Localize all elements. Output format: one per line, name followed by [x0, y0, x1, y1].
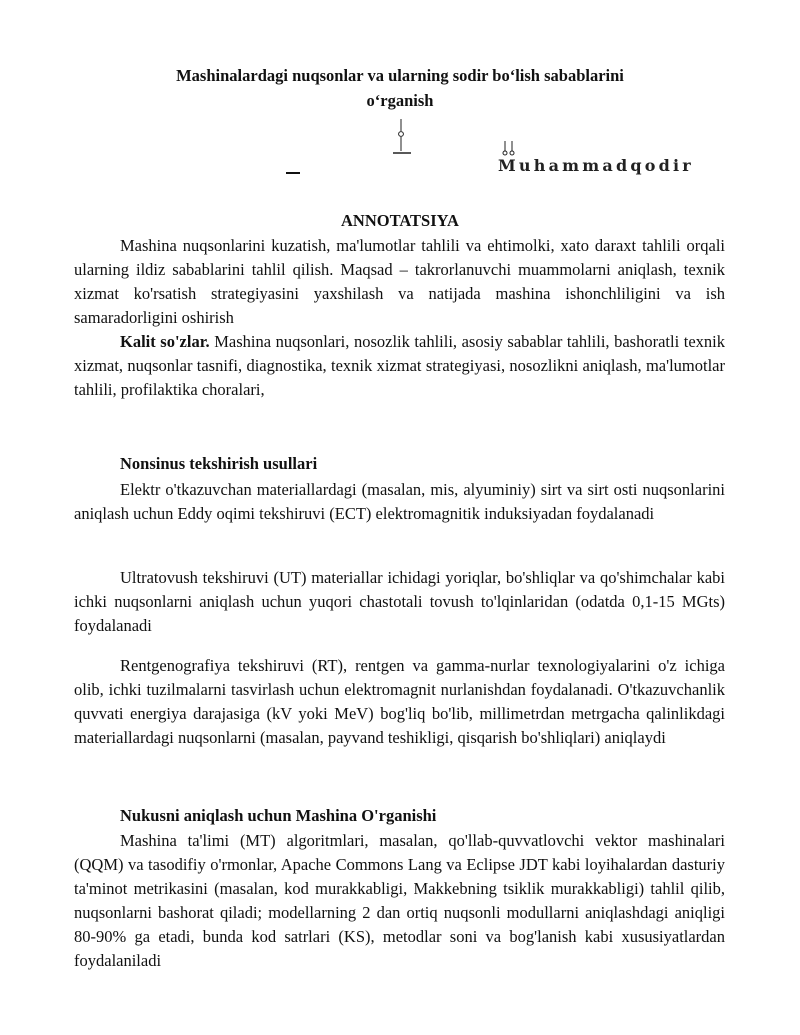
- signature-icon: [392, 119, 412, 159]
- keywords-text: Mashina nuqsonlari, nosozlik tahlili, asosiy sabablar tahlili, bashoratli texnik xizmat, nuqsonlar tasnifi, diagnostika, texnik xizmat strategiyasi, nosozlikni aniqlash, ma'lumotlar tahlili, profilaktika choralari,: [74, 332, 725, 399]
- author-dash: [286, 172, 300, 174]
- section-heading: Nukusni aniqlash uchun Mashina O'rganishi: [120, 806, 437, 825]
- body-paragraph: Elektr o'tkazuvchan materiallardagi (masalan, mis, alyuminiy) sirt va sirt osti nuqsonlarini aniqlash uchun Eddy oqimi tekshiruvi (ECT) elektromagnitik induksiyadan foydalanadi: [74, 480, 725, 523]
- section-heading: Nonsinus tekshirish usullari: [120, 454, 318, 473]
- keywords-label: Kalit so'zlar.: [120, 332, 210, 351]
- keywords-paragraph: [74, 330, 725, 402]
- title-line-2: o‘rganish: [366, 91, 434, 110]
- document-title: [100, 63, 700, 113]
- author-name: Muhammadqodir: [498, 156, 694, 175]
- title-line-1: Mashinalardagi nuqsonlar va ularning sodir bo‘lish sabablarini: [176, 66, 624, 85]
- annotation-paragraph: Mashina nuqsonlarini kuzatish, ma'lumotlar tahlili va ehtimolki, xato daraxt tahlili orqali ularning ildiz sabablarini tahlil qilish. Maqsad – takrorlanuvchi muammolarni aniqlash, texnik xizmat ko'rsatish strategiyasini yaxshilash va natijada mashina ishonchliligini va ish samaradorligini oshirish: [74, 236, 725, 327]
- body-paragraph: Mashina ta'limi (MT) algoritmlari, masalan, qo'llab-quvvatlovchi vektor mashinalari (QQM) va tasodifiy o'rmonlar, Apache Commons Lang va Eclipse JDT kabi loyihalardan dasturiy ta'minot metrikasini (masalan, kod murakkabligi, Makkebning tsiklik murakkabligi) tahlil qilib, nuqsonlarni bashorat qiladi; modellarning 2 dan ortiq nuqsonli modullarni aniqlashdagi aniqligi 80-90% ga etadi, bunda kod satrlari (KS), metodlar soni va bog'lanish kabi xususiyatlardan foydalaniladi: [74, 831, 725, 970]
- body-paragraph: Rentgenografiya tekshiruvi (RT), rentgen va gamma-nurlar texnologiyalarini o'z ichiga olib, ichki tuzilmalarni tasvirlash uchun elektromagnit nurlanishdan foydalanadi. O'tkazuvchanlik quvvati energiya darajasiga (kV yoki MeV) bog'liq bo'lib, millimetrdan metrgacha qalinlikdagi materiallardagi nuqsonlarni (masalan, payvand teshikligi, qisqarish bo'shliqlari) aniqlaydi: [74, 656, 725, 747]
- annotation-heading: ANNOTATSIYA: [341, 211, 459, 230]
- body-paragraph: Ultratovush tekshiruvi (UT) materiallar ichidagi yoriqlar, bo'shliqlar va qo'shimchalar kabi ichki nuqsonlarni aniqlash uchun yuqori chastotali tovush to'lqinlaridan (odatda 0,1-15 MGts) foydalanadi: [74, 568, 725, 635]
